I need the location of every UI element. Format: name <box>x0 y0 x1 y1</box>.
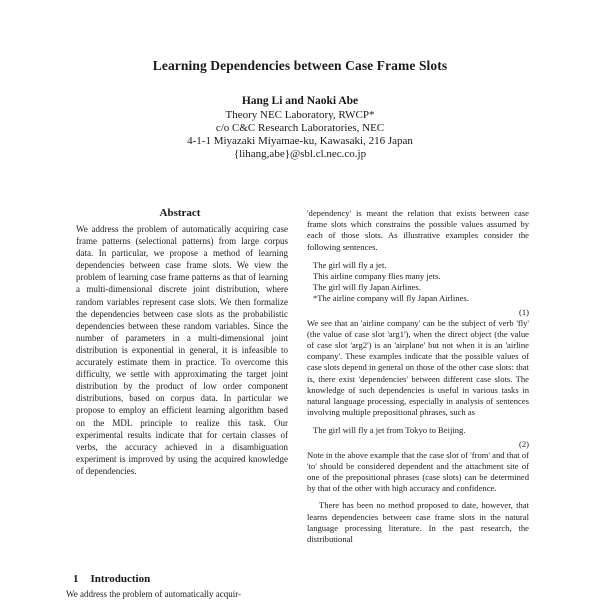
author-names: Hang Li and Naoki Abe <box>241 95 359 107</box>
paragraph: 'dependency' is meant the relation that exists between case frame slots which constrains the possible values assumed by each of those slots. As illustrative examples consider the following sentences. <box>307 208 529 252</box>
equation-number: (2) <box>518 438 529 449</box>
paragraph: Note in the above example that the case slot of 'from' and that of 'to' should be considered dependent and the attachment site of one of the prepositional phrases (case slots) can be determined by that of the other with high accuracy and confidence. <box>307 449 529 494</box>
example-sentences <box>313 260 529 305</box>
example-sentence: *The airline company will fly Japan Airlines. <box>313 293 469 304</box>
abstract-text: We address the problem of automatically acquiring case frame patterns (selectional patterns) from large corpus data. In particular, we propose a method of learning dependencies between case frame slots. We view the problem of learning case frame patterns as that of learning a multi-dimensional discrete joint distribution, where random variables represent case slots. We then formalize the dependencies between case slots as the probabilistic dependencies between these random variables. Since the number of parameters in a multi-dimensional joint distribution is exponential in general, it is infeasible to accurately estimate them in practice. To overcome this difficulty, we settle with approximating the target joint distribution by the product of low order component distributions, based on corpus data. In particular we propose to employ an efficient learning algorithm based on the MDL principle to realize this task. Our experimental results indicate that for certain classes of verbs, the accuracy achieved in a disambiguation experiment is improved by using the acquired knowledge of dependencies. <box>76 224 288 476</box>
left-column <box>66 207 294 477</box>
author-block <box>0 95 600 161</box>
paragraph: We see that an 'airline company' can be the subject of verb 'fly' (the value of case slot 'arg1'), when the direct object (the value of case slot 'arg2') is an 'airplane' but not when it is an 'airline company'. These examples indicate that the possible values of case slots depend in general on those of the other case slots: that is, there exist 'dependencies' between different case slots. The knowledge of such dependencies is useful in various tasks in natural language processing, especially in analysis of sentences involving multiple prepositional phrases, such as <box>307 317 529 418</box>
right-column <box>307 208 529 545</box>
paper-title: Learning Dependencies between Case Frame Slots <box>152 58 448 73</box>
section-heading-introduction <box>73 573 150 585</box>
section-number: 1 <box>73 573 79 585</box>
introduction-first-line: We address the problem of automatically acquir- <box>66 589 242 599</box>
example-sentence: This airline company flies many jets. <box>313 271 441 282</box>
affiliation-line: Theory NEC Laboratory, RWCP* <box>225 109 375 121</box>
example-sentence: The girl will fly a jet from Tokyo to Beijing. <box>313 425 466 436</box>
abstract-heading: Abstract <box>159 207 201 219</box>
equation-number: (1) <box>518 306 529 317</box>
example-sentence: The girl will fly Japan Airlines. <box>313 282 421 293</box>
affiliation-line: 4-1-1 Miyazaki Miyamae-ku, Kawasaki, 216 Japan <box>187 135 413 147</box>
paragraph: There has been no method proposed to date, however, that learns dependencies between case frame slots in the natural language processing literature. In the past research, the distributional <box>307 500 529 545</box>
section-title: Introduction <box>90 573 151 585</box>
author-email: {lihang,abe}@sbl.cl.nec.co.jp <box>233 148 367 160</box>
affiliation-line: c/o C&C Research Laboratories, NEC <box>215 122 385 134</box>
example-sentence: The girl will fly a jet. <box>313 259 387 270</box>
